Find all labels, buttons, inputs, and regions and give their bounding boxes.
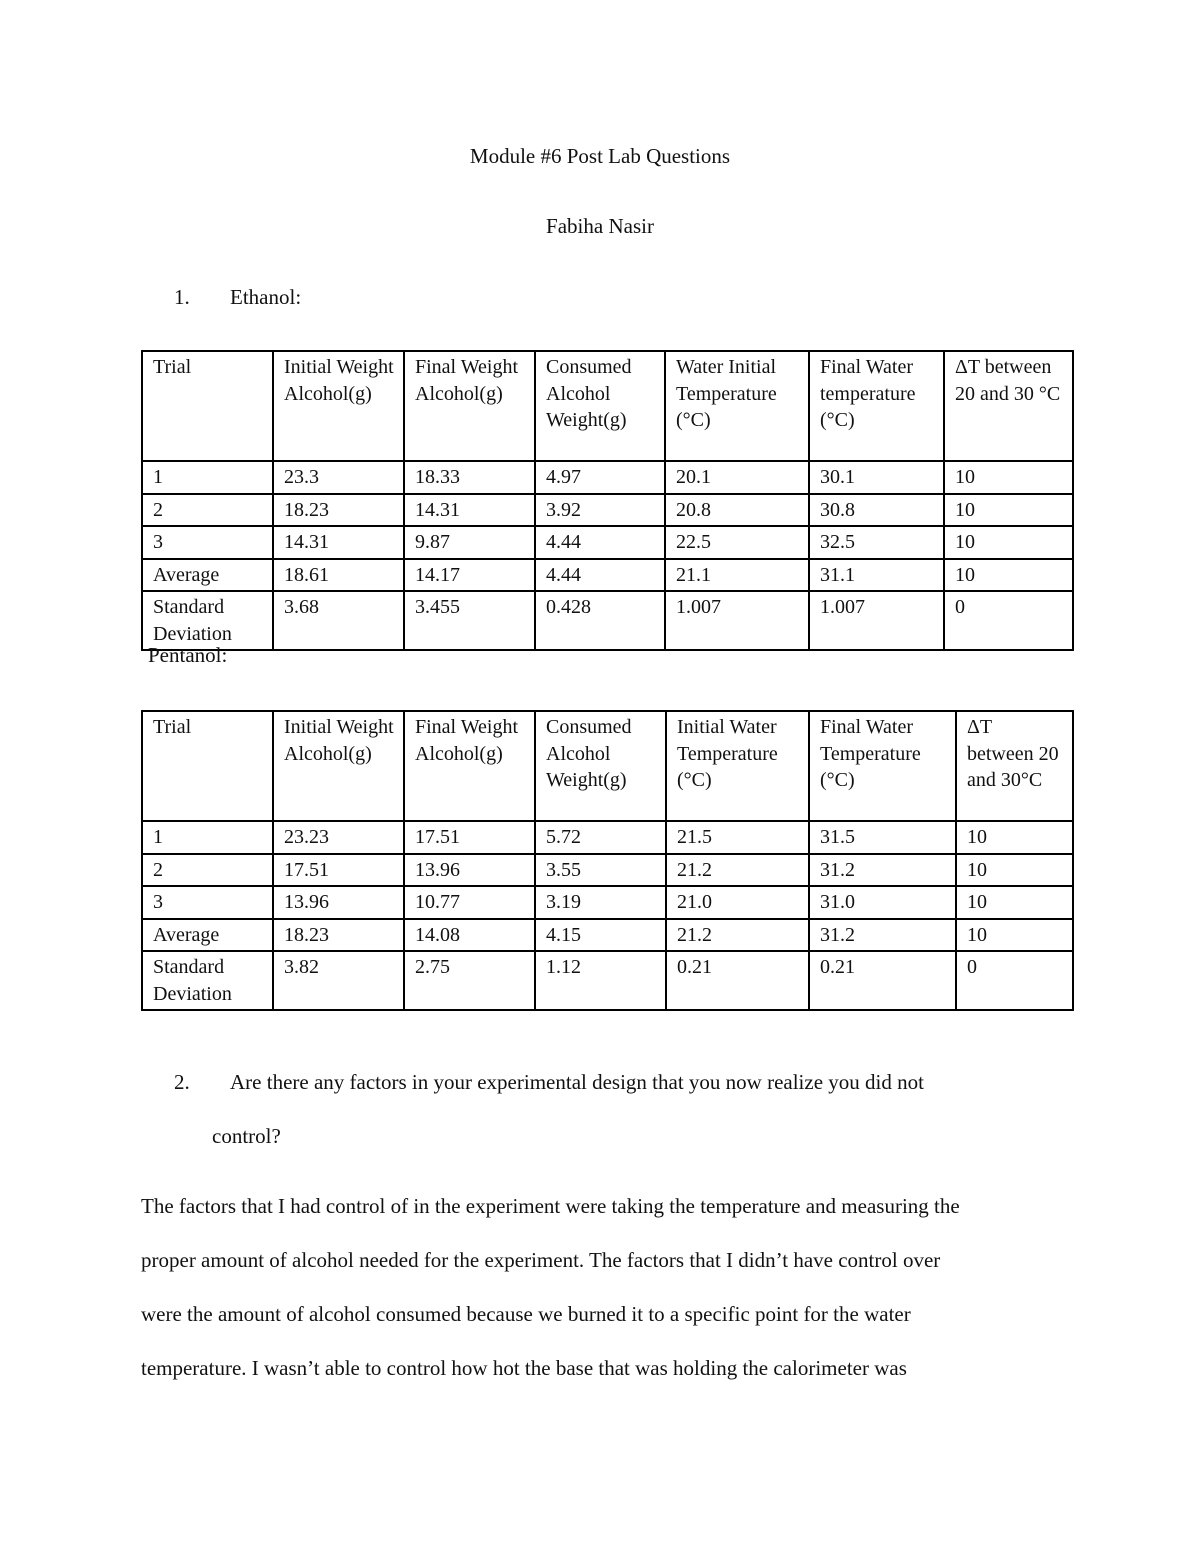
table-cell: 14.31 — [273, 526, 404, 559]
table-cell: 0 — [956, 951, 1073, 1010]
table-cell: 21.1 — [665, 559, 809, 592]
header-cell: Initial Weight Alcohol(g) — [273, 351, 404, 461]
table-cell: 22.5 — [665, 526, 809, 559]
table-cell: Standard Deviation — [142, 951, 273, 1010]
table-cell: 20.8 — [665, 494, 809, 527]
question-1-label: Ethanol: — [230, 285, 302, 309]
table-cell: 10 — [944, 494, 1073, 527]
table-cell: 14.17 — [404, 559, 535, 592]
answer-line: The factors that I had control of in the experiment were taking the temperature and measuring the — [141, 1194, 960, 1218]
question-2-number: 2. — [174, 1070, 190, 1094]
table-cell: 18.23 — [273, 494, 404, 527]
table-row — [142, 886, 1073, 919]
table-cell: 3.455 — [404, 591, 535, 650]
table-cell: 1 — [142, 461, 273, 494]
header-cell: Consumed Alcohol Weight(g) — [535, 711, 666, 821]
table-cell: 13.96 — [273, 886, 404, 919]
header-cell: Initial Weight Alcohol(g) — [273, 711, 404, 821]
answer-line: proper amount of alcohol needed for the experiment. The factors that I didn’t have control over — [141, 1248, 941, 1272]
table-row — [142, 526, 1073, 559]
table-cell: 31.0 — [809, 886, 956, 919]
table-cell: 21.0 — [666, 886, 809, 919]
table-cell: 5.72 — [535, 821, 666, 854]
table-cell: 0.21 — [809, 951, 956, 1010]
question-1-number: 1. — [174, 285, 190, 309]
table-cell: 10 — [944, 526, 1073, 559]
table-cell: 31.1 — [809, 559, 944, 592]
table-cell: 3.68 — [273, 591, 404, 650]
table-cell: 17.51 — [404, 821, 535, 854]
table-cell: 1 — [142, 821, 273, 854]
document-title: Module #6 Post Lab Questions — [469, 144, 731, 168]
table-cell: Average — [142, 559, 273, 592]
table-cell: 3.92 — [535, 494, 665, 527]
table-cell: 0.21 — [666, 951, 809, 1010]
table-row — [142, 494, 1073, 527]
table-cell: 3.55 — [535, 854, 666, 887]
table-cell: Average — [142, 919, 273, 952]
table-cell: 32.5 — [809, 526, 944, 559]
table-cell: 31.2 — [809, 919, 956, 952]
question-2-text: Are there any factors in your experimental design that you now realize you did not — [230, 1070, 924, 1094]
table-row — [142, 461, 1073, 494]
table-cell: Standard Deviation — [142, 591, 273, 650]
table-cell: 3 — [142, 886, 273, 919]
header-cell: Trial — [142, 711, 273, 821]
header-cell: Final Weight Alcohol(g) — [404, 351, 535, 461]
table-row — [142, 821, 1073, 854]
table-cell: 14.31 — [404, 494, 535, 527]
table-cell: 10 — [956, 854, 1073, 887]
header-cell: Initial Water Temperature (°C) — [666, 711, 809, 821]
table-cell: 1.007 — [665, 591, 809, 650]
table-cell: 21.2 — [666, 919, 809, 952]
table-cell: 14.08 — [404, 919, 535, 952]
question-1 — [174, 285, 301, 310]
table-row — [142, 854, 1073, 887]
table-cell: 1.12 — [535, 951, 666, 1010]
table-cell: 23.23 — [273, 821, 404, 854]
header-cell: Consumed Alcohol Weight(g) — [535, 351, 665, 461]
table-cell: 4.44 — [535, 559, 665, 592]
header-cell: ΔT between 20 and 30 °C — [944, 351, 1073, 461]
table-cell: 20.1 — [665, 461, 809, 494]
table-row — [142, 951, 1073, 1010]
answer-line: temperature. I wasn’t able to control how hot the base that was holding the calorimeter was — [141, 1356, 907, 1380]
table-cell: 18.61 — [273, 559, 404, 592]
table-cell: 10.77 — [404, 886, 535, 919]
table-cell: 3.19 — [535, 886, 666, 919]
table-cell: 18.33 — [404, 461, 535, 494]
table-header-row — [142, 711, 1073, 821]
table-cell: 3 — [142, 526, 273, 559]
table-cell: 31.5 — [809, 821, 956, 854]
table-cell: 4.97 — [535, 461, 665, 494]
table-cell: 30.1 — [809, 461, 944, 494]
table-cell: 31.2 — [809, 854, 956, 887]
author-name: Fabiha Nasir — [546, 214, 654, 238]
table-cell: 10 — [956, 821, 1073, 854]
header-cell: Final Weight Alcohol(g) — [404, 711, 535, 821]
header-cell: Trial — [142, 351, 273, 461]
table-cell: 4.15 — [535, 919, 666, 952]
table-cell: 9.87 — [404, 526, 535, 559]
table-cell: 0.428 — [535, 591, 665, 650]
table-row — [142, 591, 1073, 650]
table-cell: 2.75 — [404, 951, 535, 1010]
header-cell: Water Initial Temperature (°C) — [665, 351, 809, 461]
table-row — [142, 559, 1073, 592]
table-row — [142, 919, 1073, 952]
table-cell: 21.2 — [666, 854, 809, 887]
table-cell: 10 — [956, 919, 1073, 952]
table-cell: 2 — [142, 494, 273, 527]
table-cell: 10 — [956, 886, 1073, 919]
table-cell: 30.8 — [809, 494, 944, 527]
table-cell: 4.44 — [535, 526, 665, 559]
header-cell: ΔT between 20 and 30°C — [956, 711, 1073, 821]
pentanol-table — [141, 710, 1074, 1011]
answer-line: were the amount of alcohol consumed because we burned it to a specific point for the water — [141, 1302, 911, 1326]
question-2-continued: control? — [212, 1124, 281, 1148]
pentanol-label: Pentanol: — [148, 643, 228, 667]
header-cell: Final Water temperature (°C) — [809, 351, 944, 461]
table-cell: 10 — [944, 559, 1073, 592]
table-cell: 10 — [944, 461, 1073, 494]
table-cell: 13.96 — [404, 854, 535, 887]
table-cell: 1.007 — [809, 591, 944, 650]
table-cell: 23.3 — [273, 461, 404, 494]
table-header-row — [142, 351, 1073, 461]
table-cell: 2 — [142, 854, 273, 887]
table-cell: 3.82 — [273, 951, 404, 1010]
table-cell: 18.23 — [273, 919, 404, 952]
header-cell: Final Water Temperature (°C) — [809, 711, 956, 821]
table-cell: 17.51 — [273, 854, 404, 887]
table-cell: 21.5 — [666, 821, 809, 854]
question-2 — [174, 1068, 924, 1096]
ethanol-table — [141, 350, 1074, 651]
table-cell: 0 — [944, 591, 1073, 650]
